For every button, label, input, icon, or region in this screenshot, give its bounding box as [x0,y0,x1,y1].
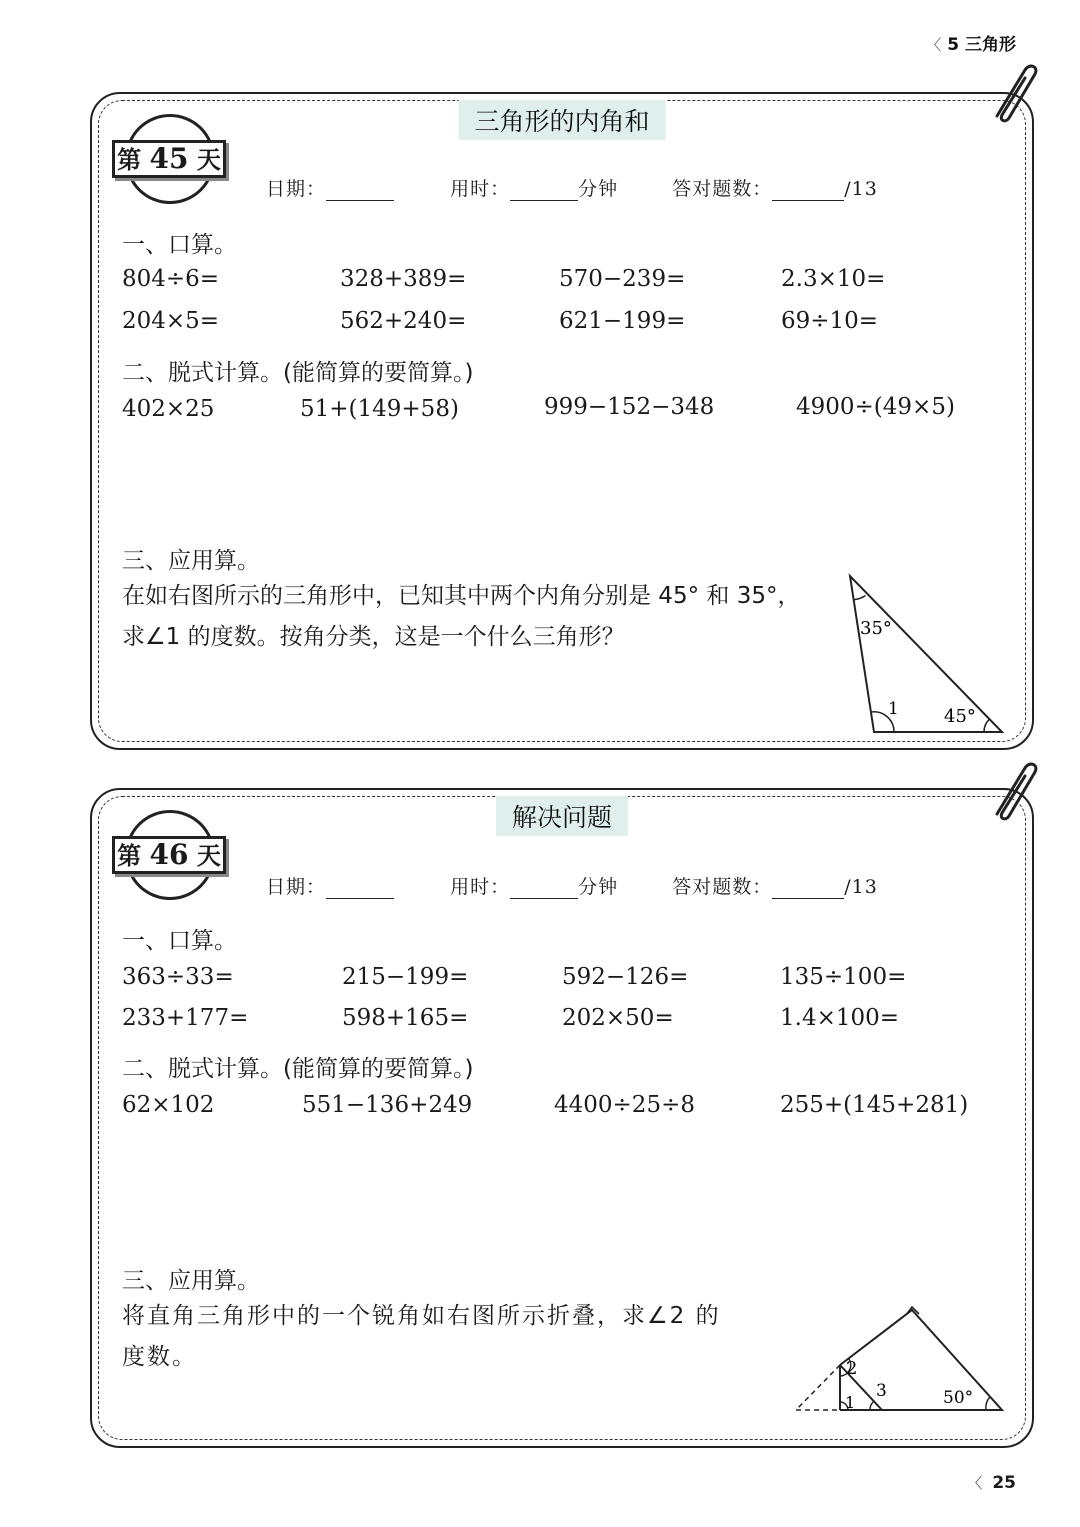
angle-arc-right [984,720,989,733]
page-number [967,1472,1016,1493]
oral-problem: 135÷100= [780,964,907,990]
oral-problem: 562+240= [340,308,467,334]
day45-question [122,576,800,658]
badge-number: 45 [149,142,189,175]
chapter-header [926,30,1016,55]
day46-question [122,1296,721,1378]
calc-problem: 999−152−348 [544,394,715,420]
angle-arc-3 [870,1401,874,1410]
oral-problem: 328+389= [340,266,467,292]
oral-problem: 2.3×10= [781,266,886,292]
angle-arc-top [854,596,866,600]
time-unit: 分钟 [578,178,619,200]
oral-problem: 592−126= [562,964,689,990]
oral-problem: 202×50= [562,1005,674,1031]
oral-problem: 204×5= [122,308,220,334]
score-blank[interactable] [772,878,844,899]
badge-number: 46 [149,838,189,871]
page-mark: 〈 [967,1474,983,1492]
badge-prefix: 第 [117,145,142,174]
day45-section-apply: 三、应用算。 [122,548,260,574]
oral-problem: 570−239= [559,266,686,292]
calc-problem: 4400÷25÷8 [554,1092,695,1118]
date-label: 日期： [266,178,327,200]
angle-label-2: 2 [846,1358,858,1379]
angle-label-1: 1 [888,699,899,719]
calc-problem: 255+(145+281) [780,1092,969,1118]
time-blank[interactable] [510,180,578,201]
time-label: 用时： [450,178,511,200]
day46-section-calc: 二、脱式计算。(能简算的要简算。) [122,1056,474,1082]
score-total: /13 [844,876,878,898]
day45-title: 三角形的内角和 [458,100,665,140]
page-number-value: 25 [992,1473,1016,1493]
time-label: 用时： [450,876,511,898]
day46-card [90,788,1034,1448]
score-total: /13 [844,178,878,200]
oral-problem: 215−199= [342,964,469,990]
oral-problem: 804÷6= [122,266,220,292]
date-blank[interactable] [326,878,394,899]
angle-label-50: 50° [943,1388,974,1408]
day45-meta [266,174,878,201]
oral-problem: 1.4×100= [780,1005,900,1031]
angle-label-right: 45° [944,706,976,727]
day46-title: 解决问题 [496,796,628,836]
oral-problem: 598+165= [342,1005,469,1031]
date-blank[interactable] [326,180,394,201]
badge-suffix: 天 [196,145,221,174]
date-label: 日期： [266,876,327,898]
time-blank[interactable] [510,878,578,899]
day45-section-calc: 二、脱式计算。(能简算的要简算。) [122,360,474,386]
question-line: 在如右图所示的三角形中，已知其中两个内角分别是 45° 和 35°， [122,583,801,609]
question-line: 求∠1 的度数。按角分类，这是一个什么三角形？ [122,624,625,650]
calc-problem: 51+(149+58) [300,396,459,422]
calc-problem: 4900÷(49×5) [796,394,955,420]
day46-meta [266,872,878,899]
angle-label-3: 3 [876,1381,887,1401]
score-blank[interactable] [772,180,844,201]
day46-section-oral: 一、口算。 [122,928,237,954]
paperclip-icon [985,60,1041,126]
oral-problem: 363÷33= [122,964,234,990]
angle-arc-50 [986,1397,990,1410]
question-line: 将直角三角形中的一个锐角如右图所示折叠，求∠2 的 [122,1303,721,1329]
badge-prefix: 第 [117,841,142,870]
day46-badge [112,810,230,900]
time-unit: 分钟 [578,876,619,898]
day45-section-oral: 一、口算。 [122,232,237,258]
badge-suffix: 天 [196,841,221,870]
oral-problem: 69÷10= [781,308,879,334]
question-line: 度数。 [122,1344,197,1370]
oral-problem: 621−199= [559,308,686,334]
day45-triangle-figure [840,570,1010,740]
day46-folded-triangle-figure [790,1300,1010,1420]
day45-card [90,92,1034,750]
paperclip-icon [985,758,1041,824]
angle-label-1: 1 [845,1393,856,1412]
day45-badge [112,114,230,204]
calc-problem: 402×25 [122,396,215,422]
score-label: 答对题数： [672,178,773,200]
score-label: 答对题数： [672,876,773,898]
day46-section-apply: 三、应用算。 [122,1268,260,1294]
calc-problem: 551−136+249 [302,1092,473,1118]
fold-dashed-line [796,1365,840,1410]
oral-problem: 233+177= [122,1005,249,1031]
chapter-mark: 〈 [926,36,942,54]
calc-problem: 62×102 [122,1092,215,1118]
angle-label-top: 35° [860,618,892,639]
chapter-title: 5 三角形 [947,35,1016,55]
